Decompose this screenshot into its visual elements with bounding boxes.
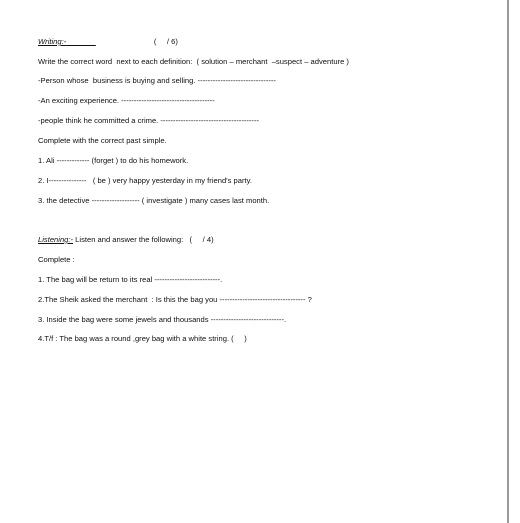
- grammar-item-3: 3. the detective ------------------- ( investigate ) many cases last month.: [38, 196, 270, 205]
- writing-score: ( / 6): [153, 37, 178, 46]
- listening-item-2: 2.The Sheik asked the merchant : Is this the bag you ---------------------------------- ?: [38, 295, 312, 304]
- listening-complete-label: Complete :: [38, 255, 75, 264]
- grammar-item-2: 2. I--------------- ( be ) very happy yesterday in my friend's party.: [38, 176, 252, 185]
- writing-heading: Writing:-: [38, 37, 67, 46]
- listening-instruction: Listen and answer the following: ( / 4): [73, 235, 214, 244]
- writing-instruction: Write the correct word next to each definition: ( solution – merchant –suspect – adventure ): [38, 57, 349, 66]
- listening-heading: Listening:-: [38, 235, 74, 244]
- listening-item-1: 1. The bag will be return to its real --------------------------.: [38, 275, 223, 284]
- writing-item-2: -An exciting experience. -------------------------------------: [38, 96, 215, 105]
- writing-heading-underline-space: [66, 37, 96, 46]
- listening-section-header: [38, 235, 214, 245]
- writing-section-header: [38, 37, 178, 47]
- writing-item-3: -people think he committed a crime. ---------------------------------------: [38, 116, 260, 125]
- listening-item-4: 4.T/f : The bag was a round ,grey bag with a white string. ( ): [38, 334, 247, 343]
- writing-item-1: -Person whose business is buying and selling. -------------------------------: [38, 76, 276, 85]
- grammar-instruction: Complete with the correct past simple.: [38, 136, 167, 145]
- listening-item-3: 3. Inside the bag were some jewels and thousands -----------------------------.: [38, 315, 287, 324]
- grammar-item-1: 1. Ali ------------- (forget ) to do his homework.: [38, 156, 189, 165]
